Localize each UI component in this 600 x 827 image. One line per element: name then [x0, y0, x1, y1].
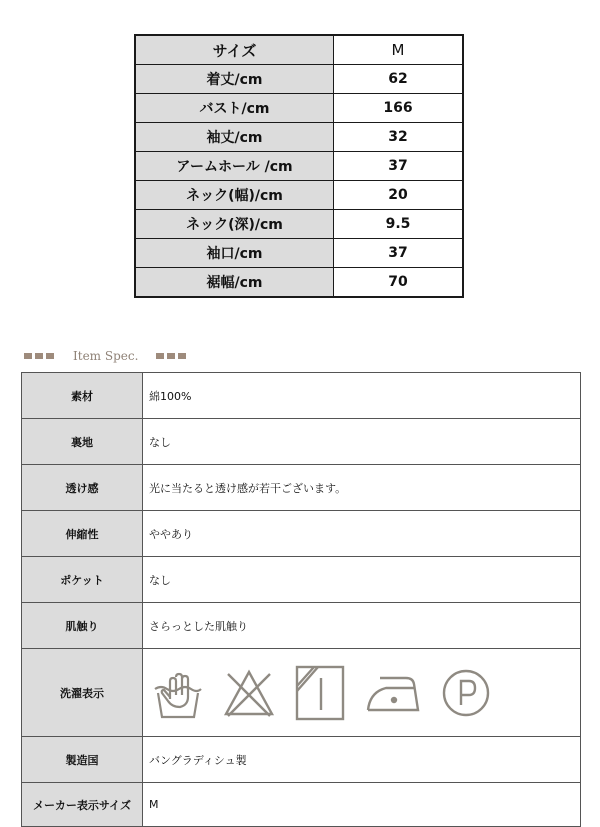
item-spec-title: Item Spec.	[73, 349, 139, 363]
size-row-label: 着丈/cm	[135, 65, 334, 94]
size-table	[134, 34, 464, 298]
spec-label-care: 洗濯表示	[22, 649, 143, 737]
size-row-label: アームホール /cm	[135, 152, 334, 181]
size-row	[135, 94, 463, 123]
size-row-label: 袖丈/cm	[135, 123, 334, 152]
size-row-label: バスト/cm	[135, 94, 334, 123]
care-icons	[149, 664, 580, 722]
size-table-header	[135, 35, 463, 65]
spec-value-lining: なし	[143, 419, 581, 465]
spec-value-stretch: ややあり	[143, 511, 581, 557]
spec-value-maker-size: M	[143, 783, 581, 827]
spec-label-stretch: 伸縮性	[22, 511, 143, 557]
no-bleach-icon	[222, 666, 276, 720]
size-row-value: 166	[334, 94, 464, 123]
size-row	[135, 268, 463, 298]
spec-row	[22, 511, 581, 557]
spec-label-material: 素材	[22, 373, 143, 419]
spec-label-texture: 肌触り	[22, 603, 143, 649]
size-row	[135, 65, 463, 94]
spec-row	[22, 649, 581, 737]
spec-row	[22, 465, 581, 511]
size-row-label: ネック(深)/cm	[135, 210, 334, 239]
spec-label-country: 製造国	[22, 737, 143, 783]
size-row-value: 62	[334, 65, 464, 94]
size-row-label: ネック(幅)/cm	[135, 181, 334, 210]
item-spec-heading	[24, 347, 189, 365]
size-header-label: サイズ	[135, 35, 334, 65]
spec-label-pocket: ポケット	[22, 557, 143, 603]
decor-square-icon	[178, 353, 186, 359]
size-row-value: 9.5	[334, 210, 464, 239]
size-row	[135, 210, 463, 239]
spec-row	[22, 557, 581, 603]
size-row-value: 70	[334, 268, 464, 298]
size-row-value: 32	[334, 123, 464, 152]
spec-label-lining: 裏地	[22, 419, 143, 465]
size-row-label: 袖口/cm	[135, 239, 334, 268]
spec-row	[22, 737, 581, 783]
size-row-value: 37	[334, 239, 464, 268]
iron-low-icon	[364, 670, 422, 716]
spec-value-pocket: なし	[143, 557, 581, 603]
spec-value-material: 綿100%	[143, 373, 581, 419]
size-row	[135, 152, 463, 181]
spec-value-country: バングラディシュ製	[143, 737, 581, 783]
decor-square-icon	[35, 353, 43, 359]
size-row	[135, 181, 463, 210]
size-row-value: 20	[334, 181, 464, 210]
spec-row	[22, 603, 581, 649]
size-row	[135, 239, 463, 268]
decor-square-icon	[24, 353, 32, 359]
size-row	[135, 123, 463, 152]
spec-label-sheerness: 透け感	[22, 465, 143, 511]
size-row-label: 裾幅/cm	[135, 268, 334, 298]
spec-row	[22, 783, 581, 827]
size-row-value: 37	[334, 152, 464, 181]
decor-square-icon	[156, 353, 164, 359]
dry-clean-p-icon	[440, 667, 492, 719]
spec-row	[22, 419, 581, 465]
spec-value-texture: さらっとした肌触り	[143, 603, 581, 649]
size-header-value: M	[334, 35, 464, 65]
spec-value-care	[143, 649, 581, 737]
spec-label-maker-size: メーカー表示サイズ	[22, 783, 143, 827]
decor-square-icon	[46, 353, 54, 359]
item-spec-table	[21, 372, 581, 827]
decor-square-icon	[167, 353, 175, 359]
line-dry-shade-icon	[294, 664, 346, 722]
spec-row	[22, 373, 581, 419]
hand-wash-icon	[152, 665, 204, 721]
spec-value-sheerness: 光に当たると透け感が若干ございます。	[143, 465, 581, 511]
